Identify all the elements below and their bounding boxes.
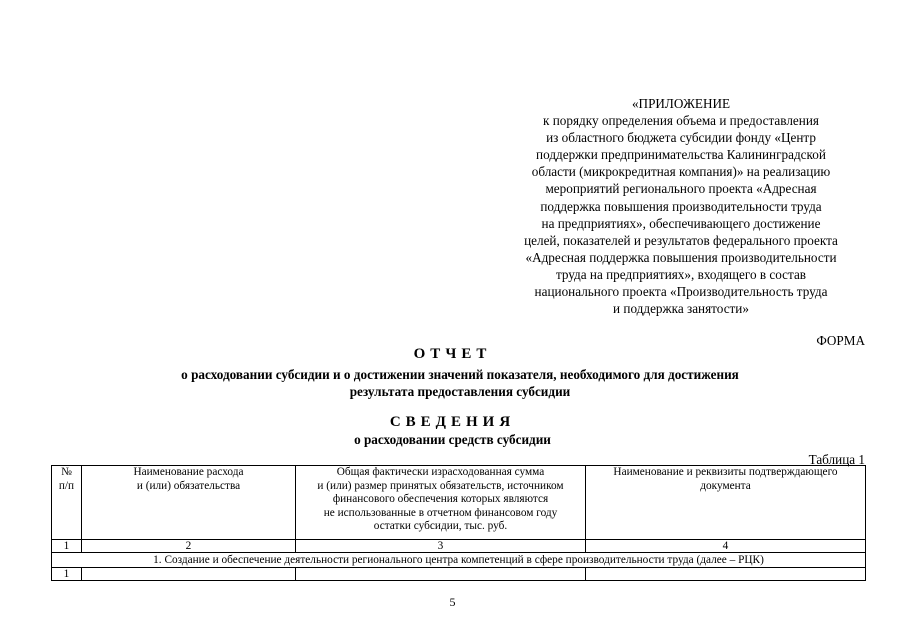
report-subtitle-line: результата предоставления субсидии [349,383,571,399]
header-cell-amount: Общая фактически израсходованная сумма и (или) размер принятых обязательств, источником финансового обеспечения которых являются не использованные в отчетном финансовом году остатки субсидии, тыс. руб. [296,466,586,540]
header-cell-document: Наименование и реквизиты подтверждающего документа [586,466,866,540]
appendix-line: целей, показателей и результатов федерального проекта [524,232,838,248]
form-label: ФОРМА [816,333,865,348]
report-title: ОТЧЕТ [413,346,492,362]
empty-cell [82,568,296,581]
empty-cell [296,568,586,581]
appendix-line: поддержки предпринимательства Калининградской [536,147,826,163]
appendix-line: труда на предприятиях», входящего в состав [555,266,807,282]
header-cell-number: № п/п [52,466,82,540]
report-subtitle-line: о расходовании субсидии и о достижении значений показателя, необходимого для достижения [181,367,739,382]
appendix-line: области (микрокредитная компания)» на реализацию [531,164,831,180]
appendix-block [492,95,870,317]
empty-cell [586,568,866,581]
appendix-line: национального проекта «Производительность труда [534,284,828,300]
column-number-cell: 2 [82,540,296,553]
appendix-line: мероприятий регионального проекта «Адресная [545,181,817,197]
column-number-cell: 3 [296,540,586,553]
table-row [52,568,866,581]
svedenia-subtitle: о расходовании средств субсидии [354,432,551,447]
appendix-line: «Адресная поддержка повышения производительности [525,249,837,265]
appendix-line: из областного бюджета субсидии фонду «Центр [546,130,816,146]
column-number-cell: 1 [52,540,82,553]
appendix-line: на предприятиях», обеспечивающего достижение [541,215,821,231]
section-row [52,553,866,568]
row-number-cell: 1 [52,568,82,581]
section-title-cell: 1. Создание и обеспечение деятельности регионального центра компетенций в сфере производительности труда (далее – РЦК) [52,553,866,568]
appendix-line: и поддержка занятости» [613,301,749,317]
expense-table [51,465,866,581]
appendix-line: поддержка повышения производительности труда [540,198,822,214]
svedenia-title: СВЕДЕНИЯ [389,414,516,430]
page-number: 5 [449,595,456,609]
appendix-line: «ПРИЛОЖЕНИЕ [631,96,731,111]
report-subtitle [60,367,860,400]
table-label: Таблица 1 [808,452,865,467]
header-cell-expense-name: Наименование расхода и (или) обязательства [82,466,296,540]
appendix-line: к порядку определения объема и предоставления [543,113,819,129]
column-number-cell: 4 [586,540,866,553]
table-header-row [52,466,866,540]
column-number-row [52,540,866,553]
